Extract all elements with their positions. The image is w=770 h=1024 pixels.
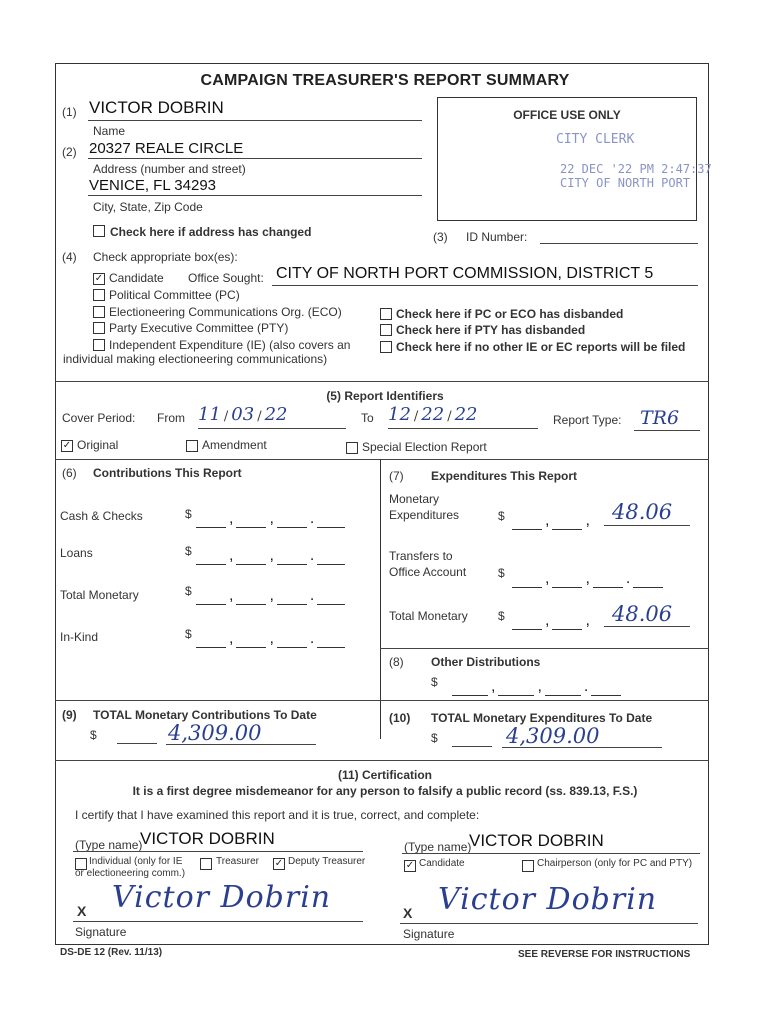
to-date[interactable]: 12 / 22 / 22 [388, 404, 478, 425]
check-boxes-label: Check appropriate box(es): [93, 250, 238, 264]
cash-checks-label: Cash & Checks [60, 509, 143, 523]
left-typed-name[interactable]: VICTOR DOBRIN [140, 829, 275, 848]
pc-eco-disbanded-label: Check here if PC or ECO has disbanded [396, 307, 624, 321]
special-election-label: Special Election Report [362, 440, 487, 454]
address-changed-label: Check here if address has changed [110, 225, 312, 239]
ie-label-continued: individual making electioneering communications) [63, 352, 328, 366]
section-divider-8 [380, 648, 709, 649]
field-4-number: (4) [62, 250, 77, 264]
pc-eco-disbanded-checkbox[interactable] [380, 308, 392, 320]
office-use-box [437, 97, 712, 221]
report-type-label: Report Type: [553, 413, 622, 427]
total-exp-to-date-underline [502, 747, 662, 748]
right-signature-x: X [403, 905, 413, 921]
city-label: City, State, Zip Code [93, 200, 203, 214]
ie-label: Independent Expenditure (IE) (also covers an [109, 338, 351, 352]
monetary-exp-blanks: , , [512, 512, 593, 530]
right-typed-name[interactable]: VICTOR DOBRIN [469, 831, 604, 850]
treasurer-label: Treasurer [216, 856, 259, 867]
left-signature-line[interactable] [73, 921, 363, 922]
section-divider-11 [55, 760, 709, 761]
to-day: 22 [421, 404, 445, 425]
from-day: 03 [231, 404, 255, 425]
form-id: DS-DE 12 (Rev. 11/13) [60, 947, 163, 958]
in-kind-field[interactable]: , , . [196, 630, 345, 648]
monetary-exp-label-2: Expenditures [389, 508, 460, 522]
right-signature: Victor Dobrin [438, 882, 658, 917]
monetary-exp-label-1: Monetary [389, 492, 440, 506]
stamp-city-clerk: CITY CLERK [556, 132, 635, 147]
left-signature-x: X [77, 903, 87, 919]
office-sought-label: Office Sought: [188, 271, 264, 285]
right-name-underline [402, 853, 700, 854]
amendment-label: Amendment [202, 438, 267, 452]
id-number-field[interactable] [540, 243, 698, 244]
name-underline [88, 120, 422, 121]
total-contrib-to-date-underline [166, 744, 316, 745]
to-month: 12 [388, 404, 411, 425]
pc-checkbox[interactable] [93, 289, 105, 301]
field-7-number: (7) [389, 469, 404, 483]
total-exp-to-date-blank [452, 746, 492, 747]
contributions-heading: Contributions This Report [93, 466, 242, 480]
field-10-number: (10) [389, 711, 411, 725]
field-1-number: (1) [62, 105, 77, 119]
total-contrib-to-date-value[interactable]: 4,309.00 [168, 721, 262, 745]
from-label: From [157, 411, 185, 425]
cert-candidate-checkbox[interactable]: ✓ [405, 860, 415, 871]
total-contrib-to-date-blank [117, 743, 157, 744]
certification-warning: It is a first degree misdemeanor for any person to falsify a public record (ss. 839.13, F.S.) [132, 784, 638, 798]
right-signature-label: Signature [403, 927, 455, 941]
treasurer-checkbox[interactable] [200, 858, 212, 870]
loans-label: Loans [60, 546, 93, 560]
chairperson-label: Chairperson (only for PC and PTY) [537, 858, 693, 869]
transfers-field[interactable]: , , . [512, 570, 663, 588]
total-exp-to-date-heading: TOTAL Monetary Expenditures To Date [431, 711, 653, 725]
stamp-timestamp: 22 DEC '22 PM 2:47:37 [560, 162, 712, 176]
address-underline [88, 158, 422, 159]
from-date[interactable]: 11 / 03 / 22 [198, 404, 288, 425]
city-underline [88, 195, 422, 196]
pty-label: Party Executive Committee (PTY) [109, 321, 289, 335]
monetary-exp-dollar: $ [498, 509, 505, 523]
in-kind-dollar: $ [185, 627, 192, 641]
total-contrib-to-date-heading: TOTAL Monetary Contributions To Date [93, 708, 317, 722]
total-exp-to-date-value[interactable]: 4,309.00 [506, 724, 600, 748]
left-name-underline [73, 851, 363, 852]
report-identifiers-heading: (5) Report Identifiers [326, 389, 444, 403]
transfers-label-1: Transfers to [389, 549, 453, 563]
certification-statement: I certify that I have examined this report and it is true, correct, and complete: [75, 808, 480, 822]
monetary-exp-underline [604, 525, 690, 526]
no-other-reports-checkbox[interactable] [380, 341, 392, 353]
candidate-name[interactable]: VICTOR DOBRIN [89, 98, 224, 117]
address-changed-checkbox[interactable] [93, 225, 105, 237]
address-street[interactable]: 20327 REALE CIRCLE [89, 140, 244, 157]
name-label: Name [93, 124, 126, 138]
id-number-label: ID Number: [466, 230, 528, 244]
monetary-exp-value[interactable]: 48.06 [612, 500, 673, 524]
cash-checks-field[interactable]: , , . [196, 510, 345, 528]
office-sought-underline [272, 285, 698, 286]
total-monetary-contrib-label: Total Monetary [60, 588, 139, 602]
from-year: 22 [264, 404, 288, 425]
original-label: Original [77, 438, 119, 452]
individual-label: Individual (only for IE [89, 856, 183, 867]
other-dist-dollar: $ [431, 675, 438, 689]
to-date-underline [388, 428, 538, 429]
special-election-checkbox[interactable] [346, 442, 358, 454]
section-divider-6 [55, 459, 709, 460]
eco-label: Electioneering Communications Org. (ECO) [109, 305, 342, 319]
transfers-label-2: Office Account [389, 565, 467, 579]
transfers-dollar: $ [498, 566, 505, 580]
from-date-underline [198, 428, 346, 429]
pty-disbanded-checkbox[interactable] [380, 324, 392, 336]
stamp-city-name: CITY OF NORTH PORT [560, 176, 691, 190]
total-monetary-exp-value[interactable]: 48.06 [612, 602, 673, 626]
total-contrib-to-date-dollar: $ [90, 728, 97, 742]
pty-checkbox[interactable] [93, 322, 105, 334]
left-signature: Victor Dobrin [112, 880, 332, 915]
deputy-treasurer-checkbox[interactable]: ✓ [274, 858, 284, 869]
total-monetary-exp-label: Total Monetary [389, 609, 468, 623]
section-divider-9 [55, 700, 709, 701]
cover-period-label: Cover Period: [62, 411, 136, 425]
cert-candidate-label: Candidate [419, 858, 465, 869]
field-2-number: (2) [62, 145, 77, 159]
office-sought-value[interactable]: CITY OF NORTH PORT COMMISSION, DISTRICT 5 [276, 265, 654, 282]
to-year: 22 [454, 404, 478, 425]
right-type-name-label: (Type name) [404, 840, 472, 854]
field-8-number: (8) [389, 655, 404, 669]
loans-field[interactable]: , , . [196, 547, 345, 565]
report-type-value[interactable]: TR6 [640, 407, 680, 429]
individual-label-continued: or electioneering comm.) [75, 868, 186, 879]
total-exp-blanks: , , [512, 612, 593, 630]
to-label: To [361, 411, 374, 425]
expenditures-heading: Expenditures This Report [431, 469, 578, 483]
right-signature-line[interactable] [400, 923, 698, 924]
section-divider-5 [55, 381, 709, 382]
total-monetary-contrib-field[interactable]: , , . [196, 587, 345, 605]
no-other-reports-label: Check here if no other IE or EC reports will be filed [396, 340, 686, 354]
field-9-number: (9) [62, 708, 77, 722]
left-signature-label: Signature [75, 925, 127, 939]
cash-dollar: $ [185, 507, 192, 521]
reverse-instructions: SEE REVERSE FOR INSTRUCTIONS [518, 949, 691, 960]
amendment-checkbox[interactable] [186, 440, 198, 452]
pc-label: Political Committee (PC) [109, 288, 240, 302]
candidate-checkbox[interactable]: ✓ [94, 273, 104, 284]
total-exp-to-date-dollar: $ [431, 731, 438, 745]
form-title: CAMPAIGN TREASURER'S REPORT SUMMARY [200, 72, 570, 89]
total-exp-underline [604, 626, 690, 627]
pty-disbanded-label: Check here if PTY has disbanded [396, 323, 586, 337]
column-divider [380, 459, 381, 739]
report-type-underline [634, 430, 700, 431]
address-city[interactable]: VENICE, FL 34293 [89, 177, 217, 194]
candidate-label: Candidate [109, 271, 164, 285]
ie-checkbox[interactable] [93, 339, 105, 351]
other-distributions-field[interactable]: , , . [452, 678, 621, 696]
field-6-number: (6) [62, 466, 77, 480]
left-type-name-label: (Type name) [75, 838, 143, 852]
total-exp-dollar: $ [498, 609, 505, 623]
office-use-heading: OFFICE USE ONLY [513, 108, 621, 122]
eco-checkbox[interactable] [93, 306, 105, 318]
in-kind-label: In-Kind [60, 630, 99, 644]
address-label: Address (number and street) [93, 162, 246, 176]
certification-heading: (11) Certification [337, 768, 433, 782]
deputy-treasurer-label: Deputy Treasurer [288, 856, 366, 867]
original-checkbox[interactable]: ✓ [62, 440, 72, 451]
chairperson-checkbox[interactable] [522, 860, 534, 872]
loans-dollar: $ [185, 544, 192, 558]
from-month: 11 [198, 404, 221, 425]
total-contrib-dollar: $ [185, 584, 192, 598]
field-3-number: (3) [433, 230, 448, 244]
other-distributions-heading: Other Distributions [431, 655, 541, 669]
